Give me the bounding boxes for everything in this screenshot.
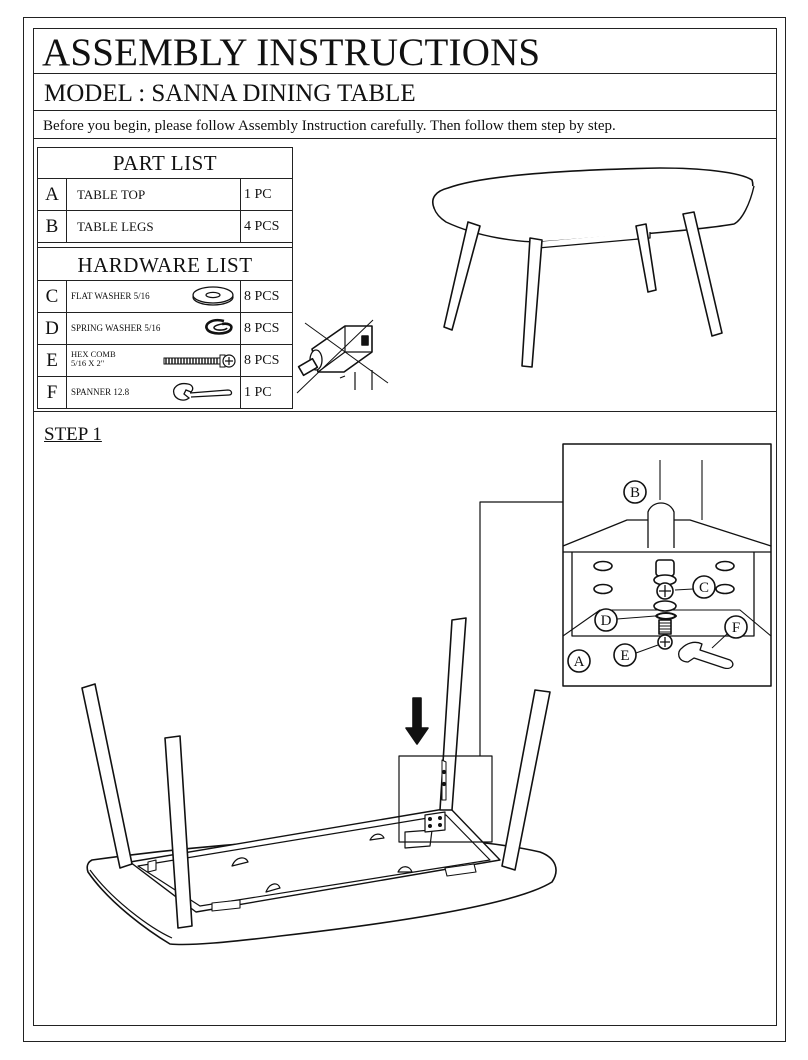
- part-list-title: PART LIST: [38, 148, 292, 179]
- callout-c-label: C: [698, 580, 710, 596]
- part-qty: 1 PC: [244, 187, 272, 202]
- hardware-letter: E: [38, 345, 67, 376]
- page-title: ASSEMBLY INSTRUCTIONS: [42, 31, 541, 74]
- callout-f-label: F: [731, 620, 741, 636]
- hardware-list-title: HARDWARE LIST: [38, 247, 292, 281]
- hardware-qty: 8 PCS: [244, 289, 280, 304]
- hardware-name-text: FLAT WASHER 5/16: [71, 291, 150, 301]
- prohibited-connector-illustration: [297, 320, 388, 393]
- hardware-qty: 8 PCS: [244, 353, 280, 368]
- hardware-name-line2: 5/16 X 2": [71, 358, 105, 368]
- part-name: TABLE LEGS: [67, 211, 241, 242]
- assembled-table-illustration: [433, 168, 754, 367]
- step-1-label: STEP 1: [44, 424, 102, 445]
- callout-b-label: B: [629, 485, 641, 501]
- step1-table-illustration: [82, 502, 563, 945]
- hardware-name-line1: HEX COMB: [71, 349, 116, 359]
- hardware-qty: 1 PC: [244, 385, 272, 400]
- hardware-letter: F: [38, 377, 67, 408]
- part-letter: A: [38, 179, 67, 210]
- intro-text: Before you begin, please follow Assembly Instruction carefully. Then follow them step by step.: [43, 118, 616, 134]
- hardware-name-text: SPANNER 12.8: [71, 387, 130, 397]
- callout-a-label: A: [573, 654, 585, 670]
- hardware-letter: D: [38, 313, 67, 344]
- callout-d-label: D: [600, 613, 612, 629]
- hardware-letter: C: [38, 281, 67, 312]
- part-name: TABLE TOP: [67, 179, 241, 210]
- step1-detail-illustration: [563, 444, 771, 686]
- model-name: MODEL : SANNA DINING TABLE: [44, 80, 416, 107]
- part-qty: 4 PCS: [244, 219, 280, 234]
- callout-e-label: E: [620, 648, 630, 664]
- hardware-name-text: SPRING WASHER 5/16: [71, 323, 161, 333]
- hardware-qty: 8 PCS: [244, 321, 280, 336]
- part-letter: B: [38, 211, 67, 242]
